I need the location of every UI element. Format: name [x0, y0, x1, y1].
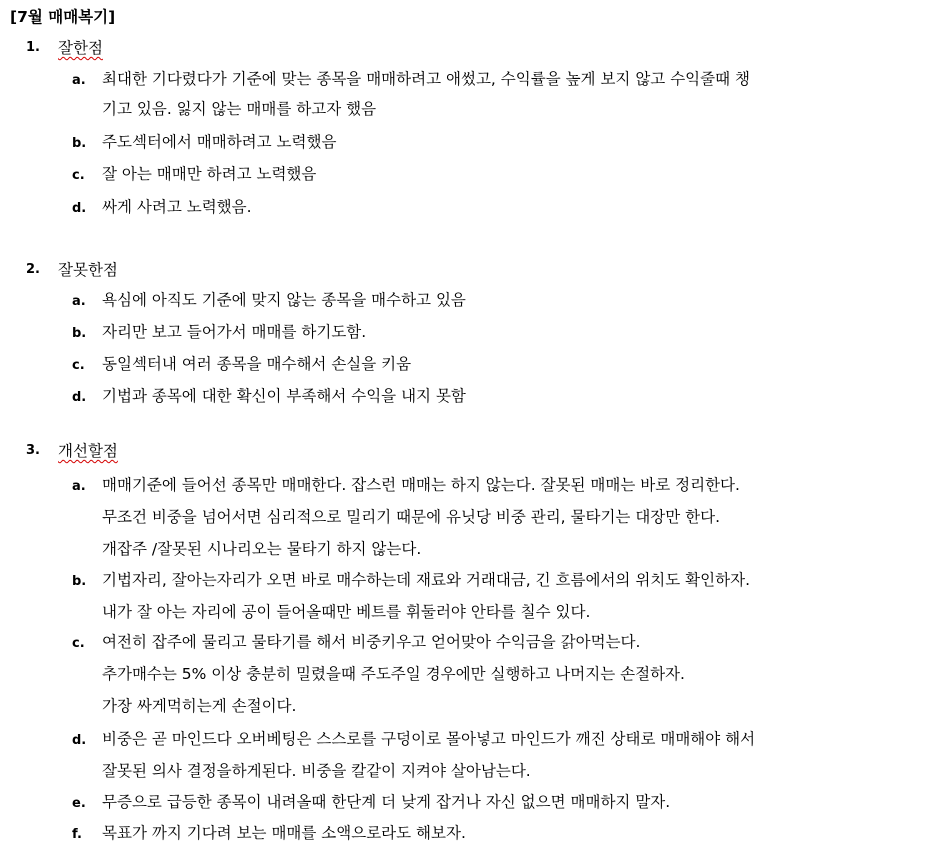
list-item-line: 내가 잘 아는 자리에 공이 들어올때만 베트를 휘둘러야 안타를 칠수 있다.	[102, 603, 591, 621]
list-item-line: 개잡주 /잘못된 시나리오는 물타기 하지 않는다.	[102, 540, 422, 558]
list-marker: b.	[72, 136, 87, 151]
list-marker: c.	[72, 358, 85, 373]
list-item-line: 주도섹터에서 매매하려고 노력했음	[102, 133, 337, 151]
list-marker: c.	[72, 636, 85, 651]
list-marker: d.	[72, 201, 87, 216]
list-item-line: 매매기준에 들어선 종목만 매매한다. 잡스런 매매는 하지 않는다. 잘못된 매매는 바로 정리한다.	[102, 476, 740, 494]
list-item-line: 잘못된 의사 결정을하게된다. 비중을 칼같이 지켜야 살아남는다.	[102, 762, 531, 780]
list-marker: a.	[72, 479, 86, 494]
section-title-improvements: 개선할점	[58, 442, 118, 460]
list-item-line: 욕심에 아직도 기준에 맞지 않는 종목을 매수하고 있음	[102, 291, 466, 309]
list-marker: a.	[72, 294, 86, 309]
list-item-line: 비중은 곧 마인드다 오버베팅은 스스로를 구덩이로 몰아넣고 마인드가 깨진 상태로 매매해야 해서	[102, 730, 756, 748]
section-title-good-points: 잘한점	[58, 39, 103, 57]
list-marker: d.	[72, 390, 87, 405]
list-item-line: 자리만 보고 들어가서 매매를 하기도함.	[102, 323, 367, 341]
list-item-line: 동일섹터내 여러 종목을 매수해서 손실을 키움	[102, 355, 412, 373]
list-item-line: 무증으로 급등한 종목이 내려올때 한단계 더 낮게 잡거나 자신 없으면 매매하지 말자.	[102, 793, 671, 811]
list-marker: b.	[72, 326, 87, 341]
section-title-mistakes: 잘못한점	[58, 261, 118, 279]
title-text: [7월 매매복기]	[10, 8, 116, 26]
list-item-line: 추가매수는 5% 이상 충분히 밀렸을때 주도주일 경우에만 실행하고 나머지는 손절하자.	[102, 665, 685, 683]
list-item-line: 가장 싸게먹히는게 손절이다.	[102, 697, 297, 715]
list-marker: f.	[72, 827, 82, 842]
list-item-line: 최대한 기다렸다가 기준에 맞는 종목을 매매하려고 애썼고, 수익률을 높게 보지 않고 수익줄때 챙	[102, 70, 751, 88]
list-item-line: 잘 아는 매매만 하려고 노력했음	[102, 165, 317, 183]
list-item-line: 무조건 비중을 넘어서면 심리적으로 밀리기 때문에 유닛당 비중 관리, 물타기는 대장만 한다.	[102, 508, 721, 526]
list-item-line: 싸게 사려고 노력했음.	[102, 198, 252, 216]
list-item-line: 여전히 잡주에 물리고 물타기를 해서 비중키우고 얻어맞아 수익금을 갉아먹는다.	[102, 633, 641, 651]
list-item-line: 기고 있음. 잃지 않는 매매를 하고자 했음	[102, 100, 377, 118]
list-marker: d.	[72, 733, 87, 748]
document-title	[10, 6, 115, 28]
list-item-line: 기법자리, 잘아는자리가 오면 바로 매수하는데 재료와 거래대금, 긴 흐름에서의 위치도 확인하자.	[102, 571, 751, 589]
section-number: 2.	[26, 262, 40, 277]
list-item-line: 목표가 까지 기다려 보는 매매를 소액으로라도 해보자.	[102, 824, 466, 842]
list-marker: c.	[72, 168, 85, 183]
list-marker: e.	[72, 796, 86, 811]
section-number: 1.	[26, 40, 40, 55]
list-item-line: 기법과 종목에 대한 확신이 부족해서 수익을 내지 못함	[102, 387, 466, 405]
section-number: 3.	[26, 443, 40, 458]
list-marker: b.	[72, 574, 87, 589]
list-marker: a.	[72, 73, 86, 88]
